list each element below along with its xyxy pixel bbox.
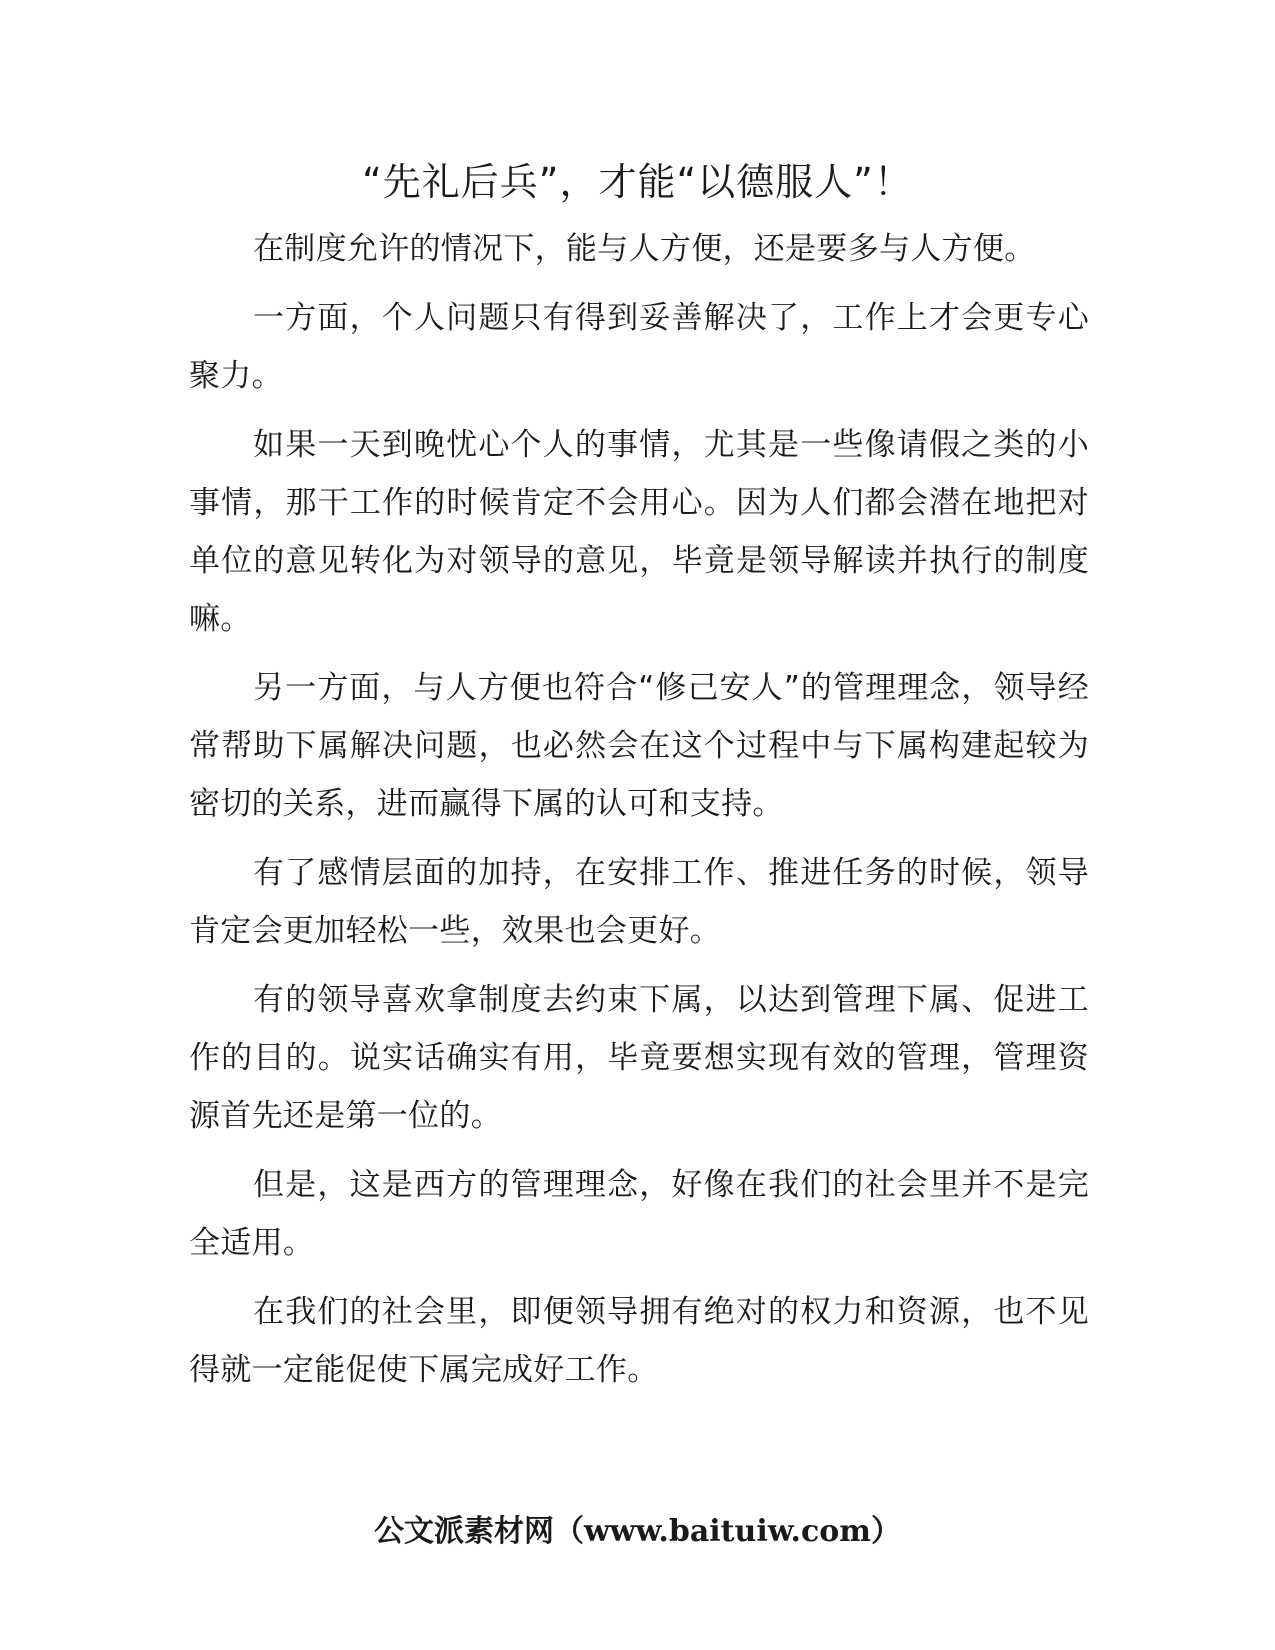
- paragraph-3: 如果一天到晚忧心个人的事情，尤其是一些像请假之类的小事情，那干工作的时候肯定不会用心。因为人们都会潜在地把对单位的意见转化为对领导的意见，毕竟是领导解读并执行的制度嘛。: [189, 427, 1089, 637]
- paragraph-5: 有了感情层面的加持，在安排工作、推进任务的时候，领导肯定会更加轻松一些，效果也会更好。: [189, 855, 1089, 949]
- document-title: “先礼后兵”，才能“以德服人”！: [362, 160, 913, 204]
- document-body: [189, 220, 1089, 1410]
- paragraph-2: 一方面，个人问题只有得到妥善解决了，工作上才会更专心聚力。: [189, 300, 1089, 394]
- source-footer: 公文派素材网（www.baituiw.com）: [373, 1514, 902, 1549]
- paragraph-1: 在制度允许的情况下，能与人方便，还是要多与人方便。: [253, 231, 1036, 267]
- paragraph-8: 在我们的社会里，即便领导拥有绝对的权力和资源，也不见得就一定能促使下属完成好工作。: [189, 1294, 1089, 1388]
- paragraph-7: 但是，这是西方的管理理念，好像在我们的社会里并不是完全适用。: [189, 1167, 1089, 1261]
- paragraph-6: 有的领导喜欢拿制度去约束下属，以达到管理下属、促进工作的目的。说实话确实有用，毕竟要想实现有效的管理，管理资源首先还是第一位的。: [189, 982, 1089, 1134]
- paragraph-4: 另一方面，与人方便也符合“修己安人”的管理理念，领导经常帮助下属解决问题，也必然会在这个过程中与下属构建起较为密切的关系，进而赢得下属的认可和支持。: [189, 670, 1089, 822]
